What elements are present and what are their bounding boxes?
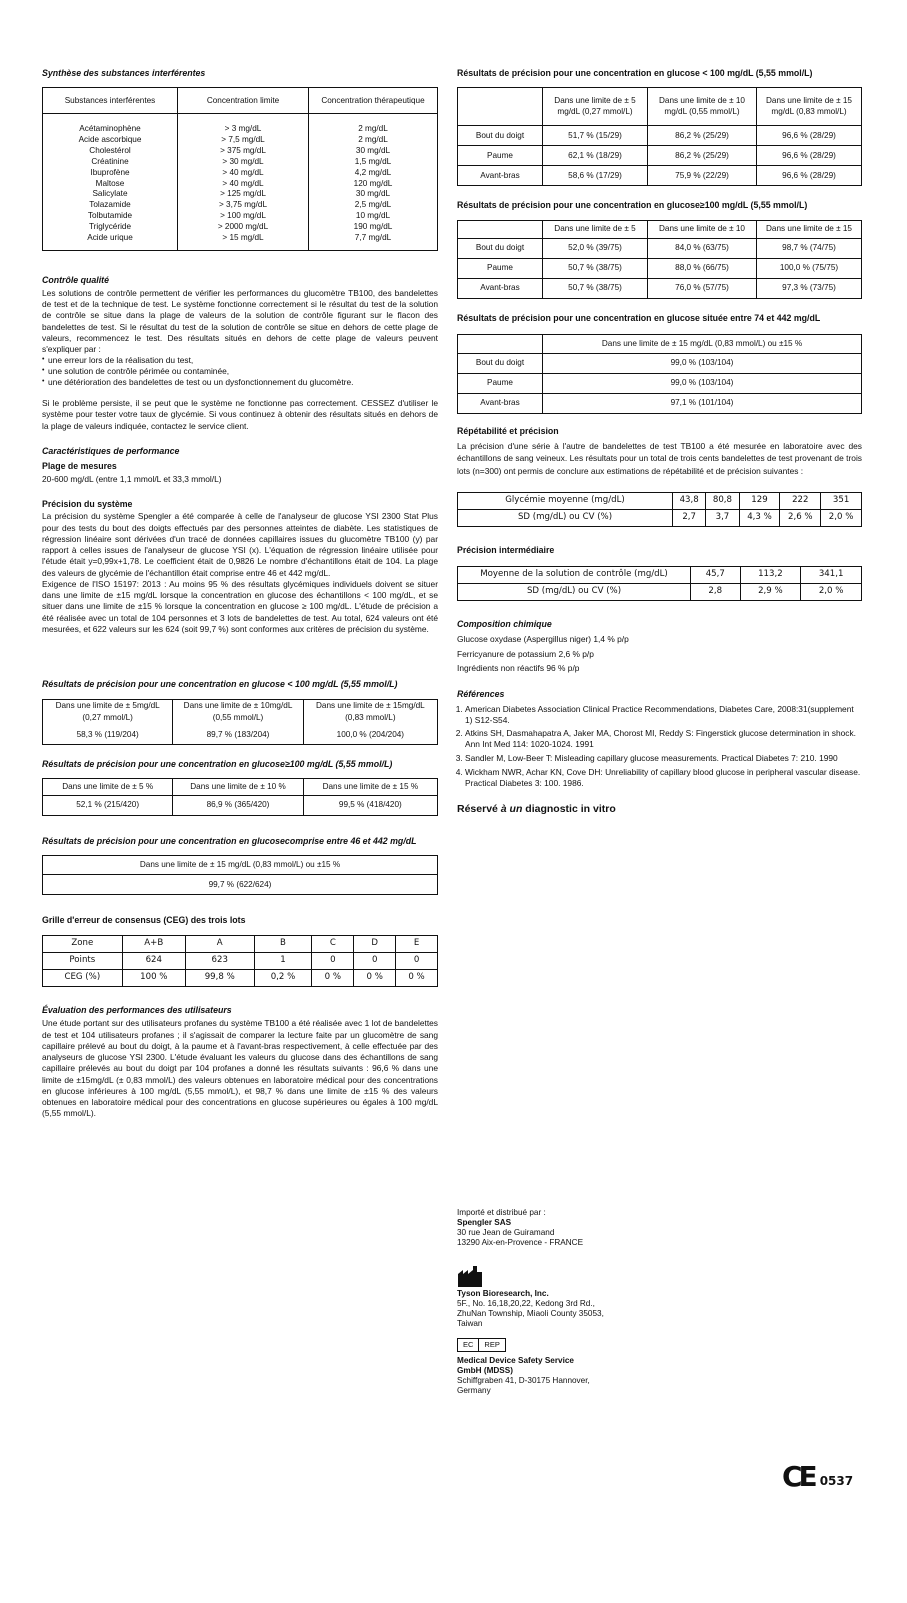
lt2-value: 86,9 % (365/420) (173, 796, 303, 816)
lt2-value: 52,1 % (215/420) (43, 796, 173, 816)
repeat-cell: 2,6 % (780, 509, 821, 526)
ceg-cell: A+B (122, 935, 185, 952)
rt1-header: Dans une limite de ± 10 mg/dL (0,55 mmol/L) (648, 88, 757, 126)
rt3-header: Dans une limite de ± 15 mg/dL (0,83 mmol/L) ou ±15 % (543, 335, 862, 354)
rt3-table (457, 334, 862, 414)
rt2-cell: 50,7 % (38/75) (543, 258, 648, 278)
ecrep-name: Medical Device Safety Service (457, 1356, 574, 1365)
chem-line: Ferricyanure de potassium 2,6 % p/p (457, 648, 594, 659)
lt1-cell: Dans une limite de ± 5mg/dL (0,27 mmol/L) 58,3 % (119/204) (43, 699, 173, 744)
inter-cell: 45,7 (691, 566, 741, 583)
ref-item: 4. Wickham NWR, Achar KN, Cove DH: Unreliability of capillary blood glucose in peripheral vascular disease. Practical Diabetes 3: 100. 1986. (465, 767, 862, 789)
rt2-cell: 76,0 % (57/75) (648, 278, 757, 298)
lt2-header: Dans une limite de ± 10 % (173, 779, 303, 796)
ecrep-address: Schiffgraben 41, D-30175 Hannover, (457, 1375, 590, 1385)
chem-line: Ingrédients non réactifs 96 % p/p (457, 662, 580, 673)
inter-cell: Moyenne de la solution de contrôle (mg/dL) (458, 566, 691, 583)
interf-header: Concentration limite (178, 88, 309, 114)
lt3-title: Résultats de précision pour une concentration en glucosecomprise entre 46 et 442 mg/dL (42, 836, 417, 847)
repeat-cell: SD (mg/dL) ou CV (%) (458, 509, 673, 526)
qc-bullets (42, 355, 438, 388)
rt3-cell: Bout du doigt (458, 354, 543, 374)
ceg-cell: CEG (%) (43, 969, 123, 986)
lt1-cell: Dans une limite de ± 10mg/dL (0,55 mmol/L) 89,7 % (183/204) (173, 699, 303, 744)
importer-address: 30 rue Jean de Guiramand (457, 1227, 555, 1237)
rt3-title: Résultats de précision pour une concentration en glucose située entre 74 et 442 mg/dL (457, 312, 821, 323)
qc-paragraph-2: Si le problème persiste, il se peut que le système ne fonctionne pas correctement. CESSEZ d'utiliser le système pour tester votre taux de glycémie. Si vous continuez à obtenir des résultats situés en dehors de la plage de valeurs indiquée, contactez le service client. (42, 398, 438, 431)
accuracy-paragraph-2: Exigence de l'ISO 15197: 2013 : Au moins 95 % des résultats glycémiques individuels doivent se situer dans une limite de ±15 mg/dL lorsque la concentration en glucose des échantillons < 100 mg/dL, et se situer dans une limite de ±15 % lorsque la concentration en glucose ≥ 100 mg/dL. L'étude de précision a été réalisée avec un total de 104 personnes et 3 lots de bandelettes de test. Au total, 624 valeurs ont été mesurées, et 622 valeurs sur les 624 (soit 99,7 %) sont conformes aux critères de précision du système. (42, 578, 438, 634)
manufacturer-address: Taiwan (457, 1318, 483, 1328)
ecrep-name: GmbH (MDSS) (457, 1365, 513, 1375)
ceg-cell: 0 % (354, 969, 396, 986)
rt2-table (457, 220, 862, 299)
rt1-cell: 86,2 % (25/29) (648, 146, 757, 166)
inter-cell: SD (mg/dL) ou CV (%) (458, 583, 691, 600)
ceg-cell: 0 % (312, 969, 354, 986)
interf-limits: > 3 mg/dL > 7,5 mg/dL > 375 mg/dL > 30 mg/dL > 40 mg/dL > 40 mg/dL > 125 mg/dL > 3,75 mg/dL > 100 mg/dL > 2000 mg/dL > 15 mg/dL (178, 114, 309, 250)
ceg-cell: 100 % (122, 969, 185, 986)
interf-therap: 2 mg/dL 2 mg/dL 30 mg/dL 1,5 mg/dL 4,2 mg/dL 120 mg/dL 30 mg/dL 2,5 mg/dL 10 mg/dL 190 mg/dL 7,7 mg/dL (309, 114, 438, 250)
chem-line: Glucose oxydase (Aspergillus niger) 1,4 % p/p (457, 634, 629, 645)
rt1-cell: 96,6 % (28/29) (757, 166, 862, 186)
ce-number: 0537 (819, 1474, 854, 1489)
ceg-cell: 0,2 % (254, 969, 312, 986)
repeat-cell: 4,3 % (739, 509, 780, 526)
repeat-title: Répétabilité et précision (457, 426, 559, 437)
lt3-table (42, 855, 438, 895)
inter-cell: 113,2 (740, 566, 801, 583)
manufacturer-name: Tyson Bioresearch, Inc. (457, 1289, 549, 1298)
ecrep-address: Germany (457, 1385, 491, 1395)
rt1-cell: 75,9 % (22/29) (648, 166, 757, 186)
ceg-cell: 0 (354, 952, 396, 969)
ceg-cell: Points (43, 952, 123, 969)
interf-header: Substances interférentes (43, 88, 178, 114)
ceg-cell: B (254, 935, 312, 952)
lt1-cell: Dans une limite de ± 15mg/dL (0,83 mmol/L) 100,0 % (204/204) (303, 699, 437, 744)
ceg-cell: 0 % (396, 969, 438, 986)
repeat-table (457, 492, 862, 527)
accuracy-paragraph: La précision du système Spengler a été comparée à celle de l'analyseur de glucose YSI 2300 Stat Plus pour des tests du bout des doigts effectués par des personnes atteintes de diabète. Les statistiques de régression linéaire sont dérivées d'un tracé de données capillaires issues du glucomètre TB100 (y) par rapport à celles issues de l'analyseur de glucose YSI (x). L'équation de régression linéaire utilisée pour l'étude était y=0,99x+1,78. Le coefficient était de 0,9826 Le nombre d'échantillons était de 104. La plage des valeurs de glycémie de l'échantillon était comprise entre 46 et 442 mg/dL. (42, 511, 438, 578)
left-column (42, 68, 438, 1120)
manufacturer-address: ZhuNan Township, Miaoli County 35053, (457, 1308, 604, 1318)
ce-mark (782, 1460, 854, 1493)
repeat-cell: Glycémie moyenne (mg/dL) (458, 492, 673, 509)
rt2-cell: 97,3 % (73/75) (757, 278, 862, 298)
manufacturer-block (457, 1289, 604, 1328)
repeat-cell: 43,8 (673, 492, 706, 509)
rt2-header: Dans une limite de ± 15 (757, 220, 862, 238)
rt2-cell: 98,7 % (74/75) (757, 238, 862, 258)
ec-rep-block (457, 1356, 590, 1395)
rt1-cell: Bout du doigt (458, 126, 543, 146)
ref-item: 1. American Diabetes Association Clinical Practice Recommendations, Diabetes Care, 2008:31(supplement 1) S12-S54. (465, 704, 862, 726)
rt3-cell: Paume (458, 374, 543, 394)
repeat-cell: 3,7 (706, 509, 739, 526)
ceg-cell: C (312, 935, 354, 952)
rt1-header: Dans une limite de ± 15 mg/dL (0,83 mmol/L) (757, 88, 862, 126)
right-column (457, 68, 862, 817)
range-text: 20-600 mg/dL (entre 1,1 mmol/L et 33,3 mmol/L) (42, 473, 222, 484)
lt2-header: Dans une limite de ± 5 % (43, 779, 173, 796)
rt2-corner (458, 220, 543, 238)
rt2-cell: Paume (458, 258, 543, 278)
rt1-header: Dans une limite de ± 5 mg/dL (0,27 mmol/L) (543, 88, 648, 126)
rt1-cell: 86,2 % (25/29) (648, 126, 757, 146)
chem-title: Composition chimique (457, 618, 552, 629)
repeat-paragraph: La précision d'une série à l'autre de bandelettes de test TB100 a été mesurée en laboratoire avec des échantillons de sang veineux. Les résultats pour un total de trois cents bandelettes de test provenant de trois lots (n=300) ont permis de conclure aux estimations de répétabilité et de précision suivantes : (457, 440, 862, 476)
repeat-cell: 222 (780, 492, 821, 509)
lt2-table (42, 778, 438, 816)
ceg-cell: 99,8 % (185, 969, 254, 986)
rt2-header: Dans une limite de ± 5 (543, 220, 648, 238)
rt1-cell: 58,6 % (17/29) (543, 166, 648, 186)
ref-item: 3. Sandler M, Low-Beer T: Misleading capillary glucose measurements. Practical Diabetes 7: 210. 1990 (465, 753, 862, 764)
inter-title: Précision intermédiaire (457, 544, 555, 555)
rt1-cell: Paume (458, 146, 543, 166)
lt1-title: Résultats de précision pour une concentration en glucose < 100 mg/dL (5,55 mmol/L) (42, 679, 398, 690)
rt3-cell: 99,0 % (103/104) (543, 374, 862, 394)
ceg-cell: 0 (396, 952, 438, 969)
ceg-cell: Zone (43, 935, 123, 952)
ceg-cell: D (354, 935, 396, 952)
perf-title: Caractéristiques de performance (42, 445, 180, 456)
rt1-cell: 96,6 % (28/29) (757, 126, 862, 146)
repeat-cell: 2,0 % (821, 509, 862, 526)
rt1-title: Résultats de précision pour une concentration en glucose < 100 mg/dL (5,55 mmol/L) (457, 68, 813, 78)
repeat-cell: 2,7 (673, 509, 706, 526)
rt2-cell: 100,0 % (75/75) (757, 258, 862, 278)
importer-name: Spengler SAS (457, 1217, 512, 1227)
refs-list (457, 704, 862, 789)
lt2-title: Résultats de précision pour une concentration en glucose≥100 mg/dL (5,55 mmol/L) (42, 758, 393, 769)
accuracy-title: Précision du système (42, 499, 133, 510)
rt3-cell: Avant-bras (458, 394, 543, 414)
qc-bullet: • une erreur lors de la réalisation du test, (42, 355, 438, 366)
rt1-cell: 51,7 % (15/29) (543, 126, 648, 146)
inter-cell: 2,0 % (801, 583, 862, 600)
rt2-cell: 88,0 % (66/75) (648, 258, 757, 278)
manufacturer-icon (457, 1264, 483, 1288)
inter-cell: 2,8 (691, 583, 741, 600)
lt2-value: 99,5 % (418/420) (303, 796, 437, 816)
qc-paragraph: Les solutions de contrôle permettent de vérifier les performances du glucomètre TB100, des bandelettes de test et de la technique de test. Le système fonctionne correctement si le résultat du test de la solution de contrôle se situe dans la plage de valeurs de la solution de contrôle figurant sur le flacon des bandelettes de test. Si le résultat du test de la solution de contrôle se situe en dehors de cette plage de valeurs, recommencez le test. Des résultats situés en dehors de cette plage de valeurs peuvent s'expliquer par : (42, 287, 438, 355)
importer-block (457, 1208, 583, 1247)
lt1-table (42, 699, 438, 745)
rt2-header: Dans une limite de ± 10 (648, 220, 757, 238)
ceg-title: Grille d'erreur de consensus (CEG) des trois lots (42, 915, 246, 926)
rt2-cell: 52,0 % (39/75) (543, 238, 648, 258)
repeat-cell: 129 (739, 492, 780, 509)
qc-bullet: • une détérioration des bandelettes de test ou un dysfonctionnement du glucomètre. (42, 377, 438, 388)
repeat-cell: 80,8 (706, 492, 739, 509)
users-paragraph: Une étude portant sur des utilisateurs profanes du système TB100 a été réalisée avec 1 lot de bandelettes de test et 104 utilisateurs profanes ; il s'agissait de comparer la lecture faite par un glucomètre de sang capillaire prélevé au bout du doigt, à la paume et à l'avant-bras respectivement, à celle effectuée par des analyseurs de glucose YSI 2300. L'étude évaluant les valeurs du glucose dans des échantillons de sang capillaire prélevés au bout du doigt par 104 profanes a donné les résultats suivants : 96,6 % dans une limite de ±15mg/dL (± 0,83 mmol/L) des valeurs obtenues en laboratoire médical pour des concentrations en glucose inférieures à 100 mg/dL (5,55 mmol/L), et 98,7 % dans une limite de ±15 % des valeurs obtenues en laboratoire médical pour des concentrations en glucose supérieures ou égales à 100 mg/dL (5,55 mmol/L). (42, 1018, 438, 1119)
repeat-cell: 351 (821, 492, 862, 509)
ceg-cell: A (185, 935, 254, 952)
qc-bullet: • une solution de contrôle périmée ou contaminée, (42, 366, 438, 377)
rt2-cell: 50,7 % (38/75) (543, 278, 648, 298)
lt2-header: Dans une limite de ± 15 % (303, 779, 437, 796)
inter-cell: 2,9 % (740, 583, 801, 600)
rt3-cell: 99,0 % (103/104) (543, 354, 862, 374)
ec-rep-icon: EC REP (457, 1338, 506, 1352)
qc-title: Contrôle qualité (42, 274, 109, 285)
lt3-header: Dans une limite de ± 15 mg/dL (0,83 mmol/L) ou ±15 % (43, 856, 438, 875)
interf-title: Synthèse des substances interférentes (42, 68, 206, 78)
ceg-cell: 623 (185, 952, 254, 969)
ceg-cell: E (396, 935, 438, 952)
rt2-cell: Bout du doigt (458, 238, 543, 258)
refs-title: Références (457, 689, 505, 700)
manufacturer-address: 5F., No. 16,18,20,22, Kedong 3rd Rd., (457, 1298, 595, 1308)
ceg-table (42, 935, 438, 987)
ce-mark-icon: CE (782, 1460, 814, 1493)
rt1-corner (458, 88, 543, 126)
interf-names: Acétaminophène Acide ascorbique Cholestérol Créatinine Ibuprofène Maltose Salicylate Tolazamide Tolbutamide Triglycéride Acide urique (43, 114, 178, 250)
ceg-cell: 1 (254, 952, 312, 969)
ref-item: 2. Atkins SH, Dasmahapatra A, Jaker MA, Chorost MI, Reddy S: Fingerstick glucose determination in shock. Ann Int Med 114: 1020-1024. 1991 (465, 728, 862, 750)
rt1-cell: 96,6 % (28/29) (757, 146, 862, 166)
rt2-cell: Avant-bras (458, 278, 543, 298)
ivd-statement: Réservé à un diagnostic in vitro (457, 803, 616, 816)
lt3-value: 99,7 % (622/624) (43, 875, 438, 895)
rt3-corner (458, 335, 543, 354)
interf-table (42, 87, 438, 250)
importer-label: Importé et distribué par : (457, 1208, 546, 1217)
rt1-cell: Avant-bras (458, 166, 543, 186)
ceg-cell: 0 (312, 952, 354, 969)
rt1-cell: 62,1 % (18/29) (543, 146, 648, 166)
rt1-table (457, 87, 862, 186)
rt3-cell: 97,1 % (101/104) (543, 394, 862, 414)
rt2-title: Résultats de précision pour une concentration en glucose≥100 mg/dL (5,55 mmol/L) (457, 200, 808, 211)
users-title: Évaluation des performances des utilisateurs (42, 1004, 232, 1015)
rt2-cell: 84,0 % (63/75) (648, 238, 757, 258)
importer-address: 13290 Aix-en-Provence - FRANCE (457, 1237, 584, 1247)
ceg-cell: 624 (122, 952, 185, 969)
inter-table (457, 566, 862, 601)
inter-cell: 341,1 (801, 566, 862, 583)
interf-header: Concentration thérapeutique (309, 88, 438, 114)
range-title: Plage de mesures (42, 461, 117, 472)
